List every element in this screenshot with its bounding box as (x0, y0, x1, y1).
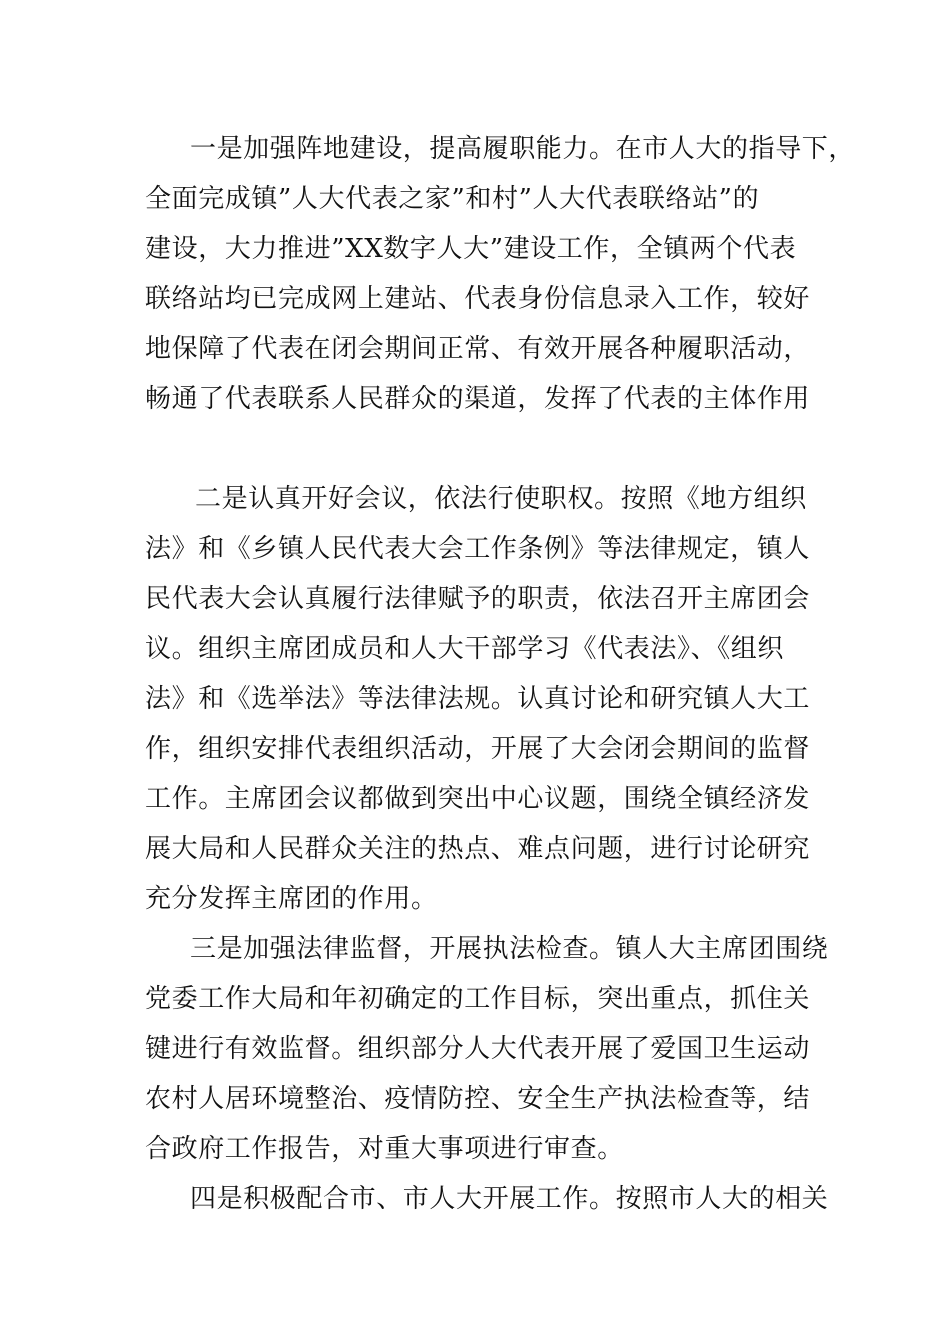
paragraph-line: 四是积极配合市、市人大开展工作。按照市人大的相关 (190, 1184, 829, 1214)
paragraph-line: 党委工作大局和年初确定的工作目标，突出重点，抓住关 (145, 984, 811, 1014)
paragraph-line: 畅通了代表联系人民群众的渠道，发挥了代表的主体作用 (145, 384, 811, 414)
paragraph-line: 合政府工作报告，对重大事项进行审查。 (145, 1134, 624, 1164)
paragraph-line: 作，组织安排代表组织活动，开展了大会闭会期间的监督 (145, 734, 811, 764)
paragraph-line: 联络站均已完成网上建站、代表身份信息录入工作，较好 (145, 284, 811, 314)
paragraph-line: 三是加强法律监督，开展执法检查。镇人大主席团围绕 (190, 934, 829, 964)
paragraph-line: 法》和《选举法》等法律法规。认真讨论和研究镇人大工 (145, 684, 811, 714)
paragraph-line: 工作。主席团会议都做到突出中心议题，围绕全镇经济发 (145, 784, 811, 814)
paragraph-line: 全面完成镇”人大代表之家”和村”人大代表联络站”的 (145, 184, 760, 214)
paragraph-line: 议。组织主席团成员和人大干部学习《代表法》、《组织 (145, 634, 785, 664)
paragraph-line: 地保障了代表在闭会期间正常、有效开展各种履职活动， (145, 334, 811, 364)
paragraph-line: 一是加强阵地建设，提高履职能力。在市人大的指导下， (190, 134, 856, 164)
paragraph-line: 键进行有效监督。组织部分人大代表开展了爱国卫生运动 (145, 1034, 811, 1064)
paragraph-line: 二是认真开好会议，依法行使职权。按照《地方组织 (195, 484, 807, 514)
paragraph-line: 建设，大力推进”XX数字人大”建设工作，全镇两个代表 (145, 234, 797, 264)
paragraph-line: 充分发挥主席团的作用。 (145, 884, 438, 914)
paragraph-line: 展大局和人民群众关注的热点、难点问题，进行讨论研究 (145, 834, 811, 864)
paragraph-line: 民代表大会认真履行法律赋予的职责，依法召开主席团会 (145, 584, 811, 614)
paragraph-line: 农村人居环境整治、疫情防控、安全生产执法检查等，结 (145, 1084, 811, 1114)
paragraph-line: 法》和《乡镇人民代表大会工作条例》等法律规定，镇人 (145, 534, 811, 564)
